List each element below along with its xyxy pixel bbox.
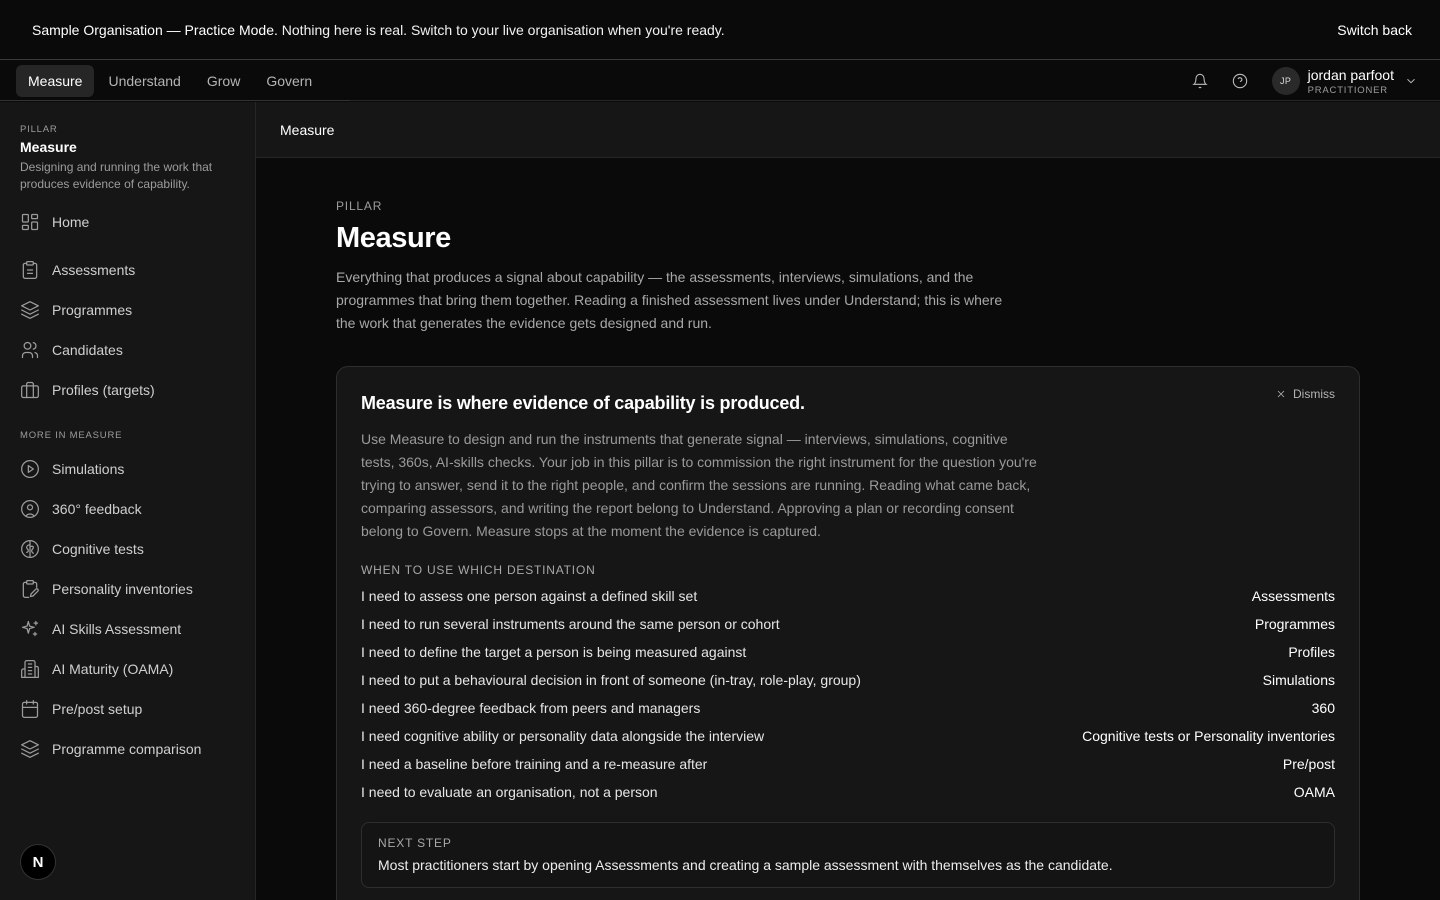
- calendar-icon: [20, 699, 40, 719]
- clipboard-icon: [20, 260, 40, 280]
- bell-icon: [1192, 73, 1208, 89]
- layers-icon: [20, 300, 40, 320]
- user-details: [1308, 67, 1394, 96]
- sidebar-item-label: Personality inventories: [52, 581, 193, 597]
- sidebar-item-programme-comparison[interactable]: [20, 737, 201, 761]
- practice-mode-banner: [0, 0, 1440, 60]
- close-icon: [1275, 388, 1287, 400]
- sidebar-item-label: Home: [52, 214, 90, 230]
- sidebar-item-pre-post-setup[interactable]: [20, 697, 142, 721]
- nav-actions: [1174, 65, 1418, 97]
- list-item: [361, 666, 1335, 694]
- card-body: Use Measure to design and run the instruments that generate signal — interviews, simulations, cognitive tests, 360s, AI-skills checks. Your job in this pillar is to commission the right instrument for the question you're trying to answer, send it to the right people, and confirm the sessions are running. Reading what came back, comparing assessors, and writing the report belong to Understand. Approving a plan or recording consent belong to Govern. Measure stops at the moment the evidence is captured.: [361, 431, 1037, 539]
- brain-icon: [20, 539, 40, 559]
- breadcrumb-item: Measure: [280, 121, 335, 138]
- tab-understand[interactable]: Understand: [108, 73, 181, 89]
- app-badge[interactable]: N: [20, 844, 56, 880]
- avatar: JP: [1272, 67, 1300, 95]
- sidebar-item-label: Programme comparison: [52, 741, 202, 757]
- destination-text: OAMA: [1293, 784, 1335, 800]
- sidebar-description: Designing and running the work that produces evidence of capability.: [20, 160, 213, 191]
- tab-measure[interactable]: Measure: [16, 65, 94, 97]
- destination-text: Pre/post: [1282, 756, 1335, 772]
- sidebar-item-ai-skills-assessment[interactable]: [20, 617, 181, 641]
- sidebar-item-cognitive-tests[interactable]: [20, 537, 144, 561]
- briefcase-icon: [20, 380, 40, 400]
- sidebar-item-label: Profiles (targets): [52, 382, 155, 398]
- sidebar-eyebrow: PILLAR: [20, 124, 58, 135]
- destination-text: 360: [1311, 700, 1335, 716]
- sidebar-item-programmes[interactable]: [20, 298, 132, 322]
- list-item: [361, 750, 1335, 778]
- need-text: I need to assess one person against a defined skill set: [361, 588, 698, 604]
- help-circle-icon: [1232, 73, 1248, 89]
- need-text: I need cognitive ability or personality data alongside the interview: [361, 728, 765, 744]
- page-eyebrow: PILLAR: [336, 199, 383, 213]
- sidebar-item-label: AI Maturity (OAMA): [52, 661, 174, 677]
- building-icon: [20, 659, 40, 679]
- sidebar-title: Measure: [20, 139, 77, 155]
- sidebar-item-simulations[interactable]: [20, 457, 124, 481]
- sidebar-item-home[interactable]: [20, 210, 89, 234]
- need-text: I need to put a behavioural decision in front of someone (in-tray, role-play, group): [361, 672, 861, 688]
- users-icon: [20, 340, 40, 360]
- sidebar-item-label: Cognitive tests: [52, 541, 144, 557]
- grid-icon: [20, 212, 40, 232]
- sidebar-section-label: MORE IN MEASURE: [20, 430, 123, 441]
- next-step-box: [361, 822, 1335, 888]
- sidebar-item-label: AI Skills Assessment: [52, 621, 182, 637]
- user-menu[interactable]: [1272, 67, 1418, 96]
- banner-body-text: Nothing here is real. Switch to your live organisation when you're ready.: [281, 21, 725, 38]
- destination-text: Cognitive tests or Personality inventories: [1082, 728, 1335, 744]
- tab-govern[interactable]: Govern: [266, 73, 313, 89]
- top-navigation: [0, 61, 1440, 101]
- sidebar-item-360-feedback[interactable]: [20, 497, 142, 521]
- sidebar-item-candidates[interactable]: [20, 338, 123, 362]
- dismiss-label: Dismiss: [1293, 387, 1335, 401]
- list-item: [361, 610, 1335, 638]
- intro-card: [336, 366, 1360, 900]
- tabs-divider: [0, 100, 350, 101]
- clipboard-edit-icon: [20, 579, 40, 599]
- need-text: I need to run several instruments around the same person or cohort: [361, 616, 780, 632]
- need-text: I need to evaluate an organisation, not a person: [361, 784, 658, 800]
- next-step-text: Most practitioners start by opening Assessments and creating a sample assessment with themselves as the candidate.: [378, 857, 1113, 873]
- help-button[interactable]: [1226, 67, 1254, 95]
- sidebar-item-assessments[interactable]: [20, 258, 135, 282]
- chevron-down-icon: [1404, 74, 1418, 88]
- list-item: [361, 778, 1335, 806]
- main-content: [256, 102, 1440, 900]
- sidebar-item-label: Simulations: [52, 461, 125, 477]
- sidebar-item-label: Assessments: [52, 262, 136, 278]
- switch-back-button[interactable]: Switch back: [1337, 21, 1412, 38]
- need-text: I need to define the target a person is being measured against: [361, 644, 747, 660]
- user-role: PRACTITIONER: [1307, 84, 1388, 96]
- destination-text: Programmes: [1254, 616, 1335, 632]
- play-circle-icon: [20, 459, 40, 479]
- destination-list: [361, 582, 1335, 806]
- breadcrumb: [256, 102, 1440, 158]
- banner-strong-text: Sample Organisation — Practice Mode.: [32, 21, 278, 38]
- sparkles-icon: [20, 619, 40, 639]
- destination-text: Simulations: [1262, 672, 1335, 688]
- sidebar: [0, 102, 256, 900]
- sidebar-item-label: 360° feedback: [52, 501, 142, 517]
- sidebar-item-label: Pre/post setup: [52, 701, 143, 717]
- sidebar-item-personality-inventories[interactable]: [20, 577, 193, 601]
- list-item: [361, 722, 1335, 750]
- destination-text: Assessments: [1251, 588, 1335, 604]
- user-name: jordan parfoot: [1307, 66, 1394, 83]
- page-title: Measure: [336, 222, 451, 254]
- sidebar-item-label: Programmes: [52, 302, 133, 318]
- sidebar-item-ai-maturity[interactable]: [20, 657, 173, 681]
- card-title: Measure is where evidence of capability is produced.: [361, 393, 805, 413]
- sidebar-item-label: Candidates: [52, 342, 123, 358]
- layers-icon: [20, 739, 40, 759]
- next-step-label: NEXT STEP: [378, 836, 452, 850]
- destination-text: Profiles: [1288, 644, 1335, 660]
- need-text: I need a baseline before training and a re-measure after: [361, 756, 708, 772]
- sidebar-item-profiles[interactable]: [20, 378, 155, 402]
- pillar-tabs: [16, 65, 326, 97]
- list-item: [361, 582, 1335, 610]
- need-text: I need 360-degree feedback from peers and managers: [361, 700, 701, 716]
- destination-section-label: WHEN TO USE WHICH DESTINATION: [361, 563, 596, 577]
- dismiss-button[interactable]: [1275, 387, 1335, 401]
- list-item: [361, 694, 1335, 722]
- page-description: Everything that produces a signal about capability — the assessments, interviews, simulations, and the programmes that bring them together. Reading a finished assessment lives under Understand; this is where the work that generates the evidence gets designed and run.: [336, 269, 1003, 331]
- list-item: [361, 638, 1335, 666]
- user-circle-icon: [20, 499, 40, 519]
- banner-message: [32, 22, 725, 38]
- tab-grow[interactable]: Grow: [206, 73, 241, 89]
- notifications-button[interactable]: [1186, 67, 1214, 95]
